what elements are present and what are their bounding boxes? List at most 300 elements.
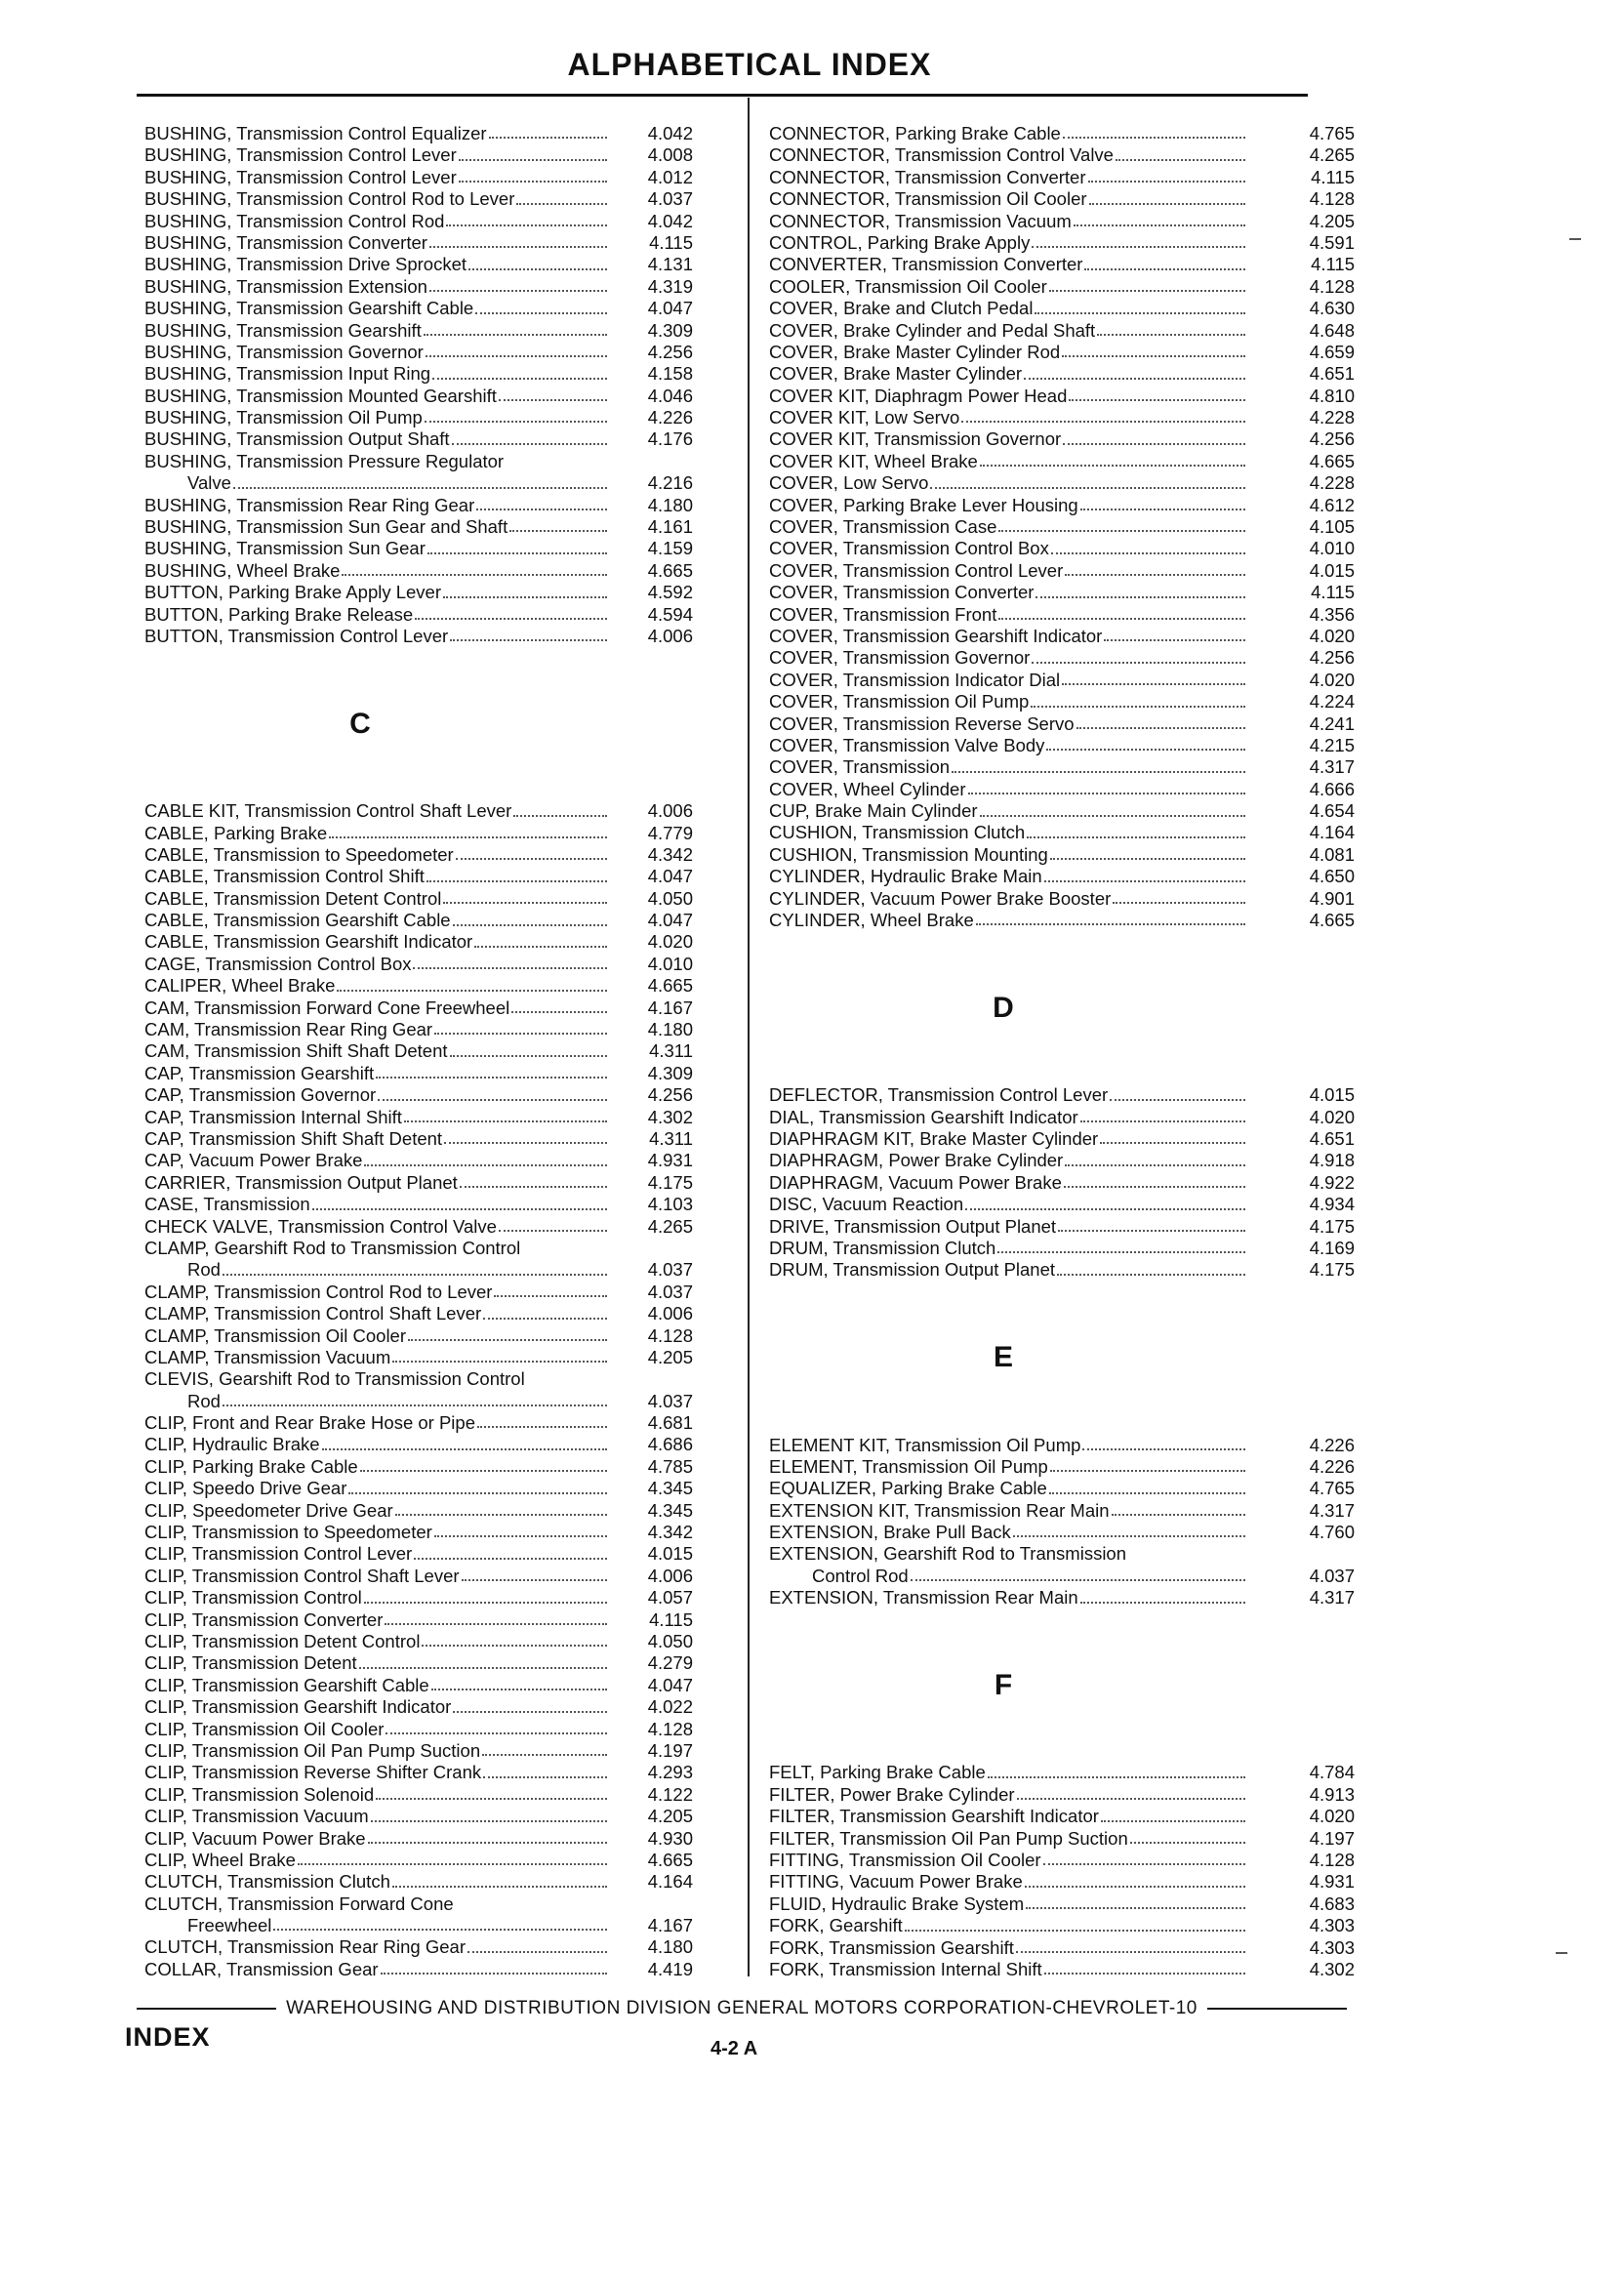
entry-description: BUSHING, Transmission Input Ring	[144, 363, 431, 385]
entry-description: FORK, Gearshift	[769, 1915, 903, 1936]
entry-page-number: 4.342	[647, 843, 693, 865]
entry-description: CLAMP, Transmission Oil Cooler	[144, 1324, 406, 1346]
entry-description: COVER, Transmission Gearshift Indicator	[769, 625, 1103, 646]
entry-page-number: 4.046	[647, 385, 693, 406]
dot-leader	[459, 159, 607, 161]
index-entry	[144, 1566, 693, 1587]
dot-leader	[513, 815, 607, 817]
entry-description: BUSHING, Transmission Control Equalizer	[144, 122, 487, 143]
entry-page-number: 4.228	[1309, 472, 1355, 494]
entry-description: DRUM, Transmission Output Planet	[769, 1259, 1056, 1281]
dot-leader	[509, 530, 607, 532]
entry-page-number: 4.784	[1309, 1762, 1355, 1783]
index-entry	[769, 211, 1355, 232]
entry-page-number: 4.931	[1309, 1871, 1355, 1893]
entry-description: CONNECTOR, Transmission Converter	[769, 166, 1086, 187]
dot-leader	[1035, 312, 1245, 314]
entry-page-number: 4.265	[1309, 144, 1355, 166]
dot-leader	[359, 1667, 607, 1669]
dot-leader	[381, 1973, 607, 1975]
dot-leader	[1050, 858, 1245, 860]
dot-leader	[444, 1142, 607, 1144]
entry-description: COVER, Transmission Governor	[769, 647, 1031, 669]
dot-leader	[483, 1318, 607, 1320]
index-entry	[144, 1828, 693, 1850]
index-entry	[769, 363, 1355, 385]
entry-page-number: 4.022	[647, 1696, 693, 1718]
index-entry	[144, 1434, 693, 1455]
dot-leader	[1069, 399, 1245, 401]
dot-leader	[1046, 749, 1245, 751]
entry-description: CAP, Transmission Governor	[144, 1084, 377, 1106]
dot-leader	[434, 1535, 607, 1537]
section-label: INDEX	[125, 2022, 211, 2052]
dot-leader	[443, 902, 607, 904]
index-entry	[769, 1893, 1355, 1915]
index-entry	[769, 1915, 1355, 1936]
dot-leader	[1062, 683, 1245, 685]
index-entry	[144, 800, 693, 822]
index-entry	[144, 1850, 693, 1871]
index-entry	[144, 123, 693, 144]
entry-page-number: 4.115	[649, 231, 693, 253]
entry-page-number: 4.760	[1309, 1522, 1355, 1543]
index-entry	[144, 954, 693, 975]
entry-description: FILTER, Transmission Oil Pan Pump Suction	[769, 1827, 1128, 1849]
index-entry	[769, 779, 1355, 800]
entry-page-number: 4.594	[647, 603, 693, 625]
index-entry	[144, 823, 693, 844]
section-letter-heading: C	[349, 707, 371, 740]
entry-description: CABLE, Transmission Detent Control	[144, 887, 442, 909]
entry-description: CLIP, Transmission to Speedometer	[144, 1522, 432, 1543]
dot-leader	[467, 1951, 607, 1953]
entry-page-number: 4.319	[647, 275, 693, 297]
entry-description: CLIP, Transmission Solenoid	[144, 1783, 375, 1805]
index-entry	[769, 320, 1355, 342]
entry-page-number: 4.256	[1309, 428, 1355, 450]
entry-page-number: 4.309	[647, 1062, 693, 1083]
entry-description: Freewheel	[187, 1915, 272, 1936]
entry-description: CONNECTOR, Transmission Oil Cooler	[769, 188, 1087, 210]
entry-description: CAP, Transmission Internal Shift	[144, 1106, 402, 1127]
dot-leader	[378, 1099, 607, 1101]
entry-page-number: 4.683	[1309, 1893, 1355, 1914]
entry-page-number: 4.115	[1311, 254, 1355, 275]
dot-leader	[1080, 509, 1245, 510]
entry-description: DIAL, Transmission Gearshift Indicator	[769, 1106, 1078, 1127]
index-entry	[769, 495, 1355, 516]
index-entry	[769, 1566, 1355, 1587]
index-entry	[769, 1828, 1355, 1850]
index-entry	[144, 188, 693, 210]
entry-page-number: 4.665	[1309, 910, 1355, 931]
dot-leader	[452, 443, 607, 445]
entry-page-number: 4.006	[647, 1565, 693, 1586]
entry-page-number: 4.180	[647, 494, 693, 515]
entry-description: CLIP, Hydraulic Brake	[144, 1434, 320, 1455]
entry-page-number: 4.176	[647, 428, 693, 450]
dot-leader	[965, 1208, 1245, 1210]
index-entry	[144, 1959, 693, 1980]
index-entry	[144, 1084, 693, 1106]
entry-page-number: 4.180	[647, 1936, 693, 1958]
index-entry	[769, 626, 1355, 647]
index-entry	[769, 386, 1355, 407]
entry-description: COVER KIT, Wheel Brake	[769, 450, 978, 471]
dot-leader	[1025, 1886, 1245, 1888]
entry-page-number: 4.131	[647, 254, 693, 275]
dot-leader	[392, 1886, 607, 1888]
entry-description: CLUTCH, Transmission Clutch	[144, 1871, 390, 1893]
dot-leader	[1063, 443, 1245, 445]
entry-page-number: 4.256	[1309, 647, 1355, 669]
entry-page-number: 4.167	[647, 1915, 693, 1936]
index-entry	[769, 800, 1355, 822]
entry-description: FLUID, Hydraulic Brake System	[769, 1893, 1025, 1914]
entry-description: CYLINDER, Hydraulic Brake Main	[769, 866, 1042, 887]
entry-description: CLIP, Front and Rear Brake Hose or Pipe	[144, 1412, 475, 1434]
footer-rule-left	[137, 2008, 276, 2010]
entry-page-number: 4.006	[647, 625, 693, 646]
dot-leader	[385, 1623, 607, 1625]
dot-leader	[930, 487, 1245, 489]
entry-description: BUSHING, Transmission Control Lever	[144, 144, 457, 166]
index-entry	[769, 1784, 1355, 1806]
dot-leader	[1076, 727, 1245, 729]
dot-leader	[1027, 836, 1245, 838]
entry-page-number: 4.205	[647, 1346, 693, 1367]
index-entry	[144, 560, 693, 582]
entry-description: BUSHING, Transmission Gearshift	[144, 319, 422, 341]
entry-page-number: 4.015	[1309, 559, 1355, 581]
dot-leader	[273, 1929, 607, 1931]
entry-page-number: 4.659	[1309, 341, 1355, 362]
dot-leader	[1024, 378, 1245, 380]
entry-page-number: 4.226	[647, 407, 693, 428]
index-entry	[144, 1150, 693, 1171]
index-entry	[769, 1128, 1355, 1150]
index-entry	[144, 1172, 693, 1194]
dot-leader	[1026, 1907, 1245, 1909]
entry-description: CLIP, Transmission Detent Control	[144, 1630, 421, 1651]
entry-description: CUP, Brake Main Cylinder	[769, 800, 978, 822]
entry-page-number: 4.317	[1309, 1499, 1355, 1521]
index-entry	[769, 713, 1355, 735]
entry-description: CLIP, Vacuum Power Brake	[144, 1827, 366, 1849]
entry-description: COVER, Transmission Control Lever	[769, 559, 1064, 581]
index-entry	[769, 123, 1355, 144]
entry-description: ELEMENT KIT, Transmission Oil Pump	[769, 1434, 1081, 1455]
index-entry	[769, 1238, 1355, 1259]
entry-description: CUSHION, Transmission Mounting	[769, 843, 1048, 865]
dot-leader	[453, 924, 607, 926]
entry-page-number: 4.226	[1309, 1434, 1355, 1455]
dot-leader	[1116, 159, 1245, 161]
dot-leader	[1044, 1973, 1245, 1975]
entry-description: CLAMP, Transmission Control Shaft Lever	[144, 1303, 482, 1324]
dot-leader	[952, 771, 1245, 773]
index-entry	[144, 1019, 693, 1040]
index-entry	[144, 1719, 693, 1740]
entry-page-number: 4.419	[647, 1958, 693, 1979]
index-entry	[144, 516, 693, 538]
entry-page-number: 4.265	[647, 1215, 693, 1237]
index-entry	[769, 823, 1355, 844]
spacer	[144, 779, 693, 800]
dot-leader	[426, 355, 607, 357]
index-entry	[769, 276, 1355, 298]
dot-leader	[446, 224, 607, 226]
entry-description: CLIP, Speedo Drive Gear	[144, 1478, 347, 1499]
entry-description: CLAMP, Gearshift Rod to Transmission Control	[144, 1237, 521, 1258]
entry-description: BUSHING, Transmission Oil Pump	[144, 407, 423, 428]
entry-page-number: 4.224	[1309, 691, 1355, 712]
dot-leader	[431, 1689, 607, 1690]
entry-page-number: 4.164	[1309, 822, 1355, 843]
entry-description: CAP, Vacuum Power Brake	[144, 1150, 363, 1171]
index-entry	[769, 472, 1355, 494]
index-entry	[144, 276, 693, 298]
index-entry	[144, 1762, 693, 1783]
dot-leader	[456, 858, 607, 860]
entry-description: DIAPHRAGM, Power Brake Cylinder	[769, 1150, 1064, 1171]
dot-leader	[477, 1426, 607, 1428]
entry-description: CLIP, Transmission Gearshift Cable	[144, 1674, 429, 1695]
entry-description: DRIVE, Transmission Output Planet	[769, 1215, 1057, 1237]
entry-description: CAP, Transmission Shift Shaft Detent	[144, 1128, 443, 1149]
entry-page-number: 4.785	[647, 1455, 693, 1477]
entry-description: COVER, Brake and Clutch Pedal	[769, 298, 1034, 319]
index-entry	[769, 604, 1355, 626]
entry-page-number: 4.006	[647, 1303, 693, 1324]
dot-leader	[1016, 1951, 1245, 1953]
index-entry	[144, 866, 693, 887]
index-entry	[144, 1128, 693, 1150]
dot-leader	[1065, 1164, 1245, 1166]
dot-leader	[1104, 639, 1245, 641]
index-entry	[144, 1675, 693, 1696]
entry-page-number: 4.216	[647, 472, 693, 494]
entry-page-number: 4.651	[1309, 363, 1355, 385]
index-entry	[144, 582, 693, 603]
entry-page-number: 4.167	[647, 997, 693, 1018]
entry-description: EXTENSION, Gearshift Rod to Transmission	[769, 1543, 1127, 1565]
entry-page-number: 4.931	[647, 1150, 693, 1171]
entry-page-number: 4.197	[647, 1739, 693, 1761]
entry-page-number: 4.765	[1309, 1478, 1355, 1499]
spacer	[769, 1412, 1355, 1434]
dot-leader	[337, 990, 607, 992]
dot-leader	[980, 815, 1245, 817]
index-entry	[144, 975, 693, 997]
entry-description: BUSHING, Wheel Brake	[144, 559, 341, 581]
entry-description: CASE, Transmission	[144, 1194, 310, 1215]
dot-leader	[434, 1033, 607, 1035]
entry-page-number: 4.665	[647, 559, 693, 581]
section-letter-heading: D	[993, 991, 1014, 1024]
entry-description: FITTING, Vacuum Power Brake	[769, 1871, 1023, 1893]
dot-leader	[1064, 1186, 1245, 1188]
index-entry	[144, 1631, 693, 1652]
section-letter-heading: F	[994, 1669, 1013, 1702]
entry-page-number: 4.180	[647, 1019, 693, 1040]
entry-page-number: 4.175	[647, 1171, 693, 1193]
dot-leader	[482, 1754, 607, 1756]
entry-description: COVER, Transmission Indicator Dial	[769, 669, 1061, 690]
entry-description: CABLE, Transmission Gearshift Cable	[144, 910, 451, 931]
index-entry	[769, 1587, 1355, 1608]
entry-page-number: 4.015	[1309, 1084, 1355, 1106]
entry-page-number: 4.020	[1309, 625, 1355, 646]
entry-description: CLIP, Transmission Oil Cooler	[144, 1718, 385, 1739]
dot-leader	[1044, 880, 1245, 882]
entry-page-number: 4.342	[647, 1522, 693, 1543]
entry-description: CALIPER, Wheel Brake	[144, 975, 336, 997]
dot-leader	[1089, 203, 1245, 205]
dot-leader	[516, 203, 607, 205]
entry-page-number: 4.128	[1309, 188, 1355, 210]
index-entry	[769, 866, 1355, 887]
entry-page-number: 4.115	[1311, 582, 1355, 603]
entry-description: CAP, Transmission Gearshift	[144, 1062, 375, 1083]
index-entry	[769, 756, 1355, 778]
entry-description: DIAPHRAGM KIT, Brake Master Cylinder	[769, 1128, 1099, 1149]
dot-leader	[1112, 1514, 1245, 1516]
dot-leader	[1080, 1602, 1245, 1604]
index-entry	[144, 472, 693, 494]
entry-description: CABLE, Transmission to Speedometer	[144, 843, 454, 865]
entry-page-number: 4.105	[1309, 516, 1355, 538]
entry-description: COVER KIT, Diaphragm Power Head	[769, 385, 1068, 406]
dot-leader	[429, 246, 607, 248]
entry-description: FELT, Parking Brake Cable	[769, 1762, 986, 1783]
entry-page-number: 4.345	[647, 1478, 693, 1499]
entry-description: COVER, Transmission Reverse Servo	[769, 712, 1075, 734]
dot-leader	[474, 946, 607, 948]
entry-page-number: 4.047	[647, 298, 693, 319]
spacer	[769, 1740, 1355, 1762]
entry-page-number: 4.006	[647, 800, 693, 822]
index-entry-first-line	[144, 1238, 693, 1259]
entry-description: COVER, Parking Brake Lever Housing	[769, 494, 1078, 515]
entry-page-number: 4.205	[647, 1806, 693, 1827]
entry-page-number: 4.010	[1309, 538, 1355, 559]
dot-leader	[1049, 1492, 1245, 1494]
entry-description: COVER, Transmission Front	[769, 603, 997, 625]
dot-leader	[426, 880, 607, 882]
entry-description: CLIP, Transmission Gearshift Indicator	[144, 1696, 452, 1718]
page-title: ALPHABETICAL INDEX	[567, 47, 932, 82]
entry-description: BUSHING, Transmission Sun Gear and Shaft	[144, 516, 508, 538]
entry-page-number: 4.037	[647, 1281, 693, 1302]
entry-description: DEFLECTOR, Transmission Control Lever	[769, 1084, 1109, 1106]
dot-leader	[1084, 268, 1245, 270]
entry-description: Control Rod	[812, 1565, 909, 1586]
index-entry	[144, 1303, 693, 1324]
index-entry	[144, 342, 693, 363]
entry-description: CLIP, Wheel Brake	[144, 1849, 296, 1870]
dot-leader	[413, 967, 607, 969]
entry-page-number: 4.037	[647, 188, 693, 210]
entry-description: BUTTON, Transmission Control Lever	[144, 625, 449, 646]
entry-page-number: 4.918	[1309, 1150, 1355, 1171]
entry-page-number: 4.311	[649, 1040, 693, 1062]
index-entry	[144, 1806, 693, 1827]
dot-leader	[415, 618, 607, 620]
dot-leader	[476, 509, 607, 510]
dot-leader	[1031, 706, 1245, 708]
entry-page-number: 4.197	[1309, 1827, 1355, 1849]
entry-description: FILTER, Power Brake Cylinder	[769, 1783, 1015, 1805]
footer-text: WAREHOUSING AND DISTRIBUTION DIVISION GENERAL MOTORS CORPORATION-CHEVROLET-10	[286, 1998, 1198, 2018]
entry-description: CABLE, Parking Brake	[144, 822, 328, 843]
entry-page-number: 4.302	[647, 1106, 693, 1127]
entry-page-number: 4.020	[1309, 669, 1355, 690]
entry-page-number: 4.161	[647, 516, 693, 538]
index-entry	[769, 1762, 1355, 1783]
dot-leader	[408, 1339, 607, 1341]
index-entry	[144, 844, 693, 866]
dot-leader	[1057, 1274, 1245, 1276]
dot-leader	[462, 1579, 607, 1581]
entry-page-number: 4.293	[647, 1762, 693, 1783]
entry-page-number: 4.612	[1309, 494, 1355, 515]
dot-leader	[329, 836, 607, 838]
entry-description: BUSHING, Transmission Gearshift Cable	[144, 298, 474, 319]
entry-description: COVER KIT, Low Servo	[769, 407, 960, 428]
entry-description: COVER, Transmission Oil Pump	[769, 691, 1030, 712]
index-entry	[144, 1412, 693, 1434]
footer-rule-right	[1207, 2008, 1347, 2010]
entry-page-number: 4.810	[1309, 385, 1355, 406]
index-entry	[769, 516, 1355, 538]
dot-leader	[429, 290, 607, 292]
entry-page-number: 4.020	[1309, 1806, 1355, 1827]
dot-leader	[905, 1930, 1245, 1932]
dot-leader	[1088, 181, 1245, 183]
dot-leader	[1049, 290, 1245, 292]
dot-leader	[468, 268, 607, 270]
index-entry	[769, 1871, 1355, 1893]
dot-leader	[988, 1776, 1245, 1778]
entry-description: CARRIER, Transmission Output Planet	[144, 1171, 458, 1193]
entry-description: Rod	[187, 1390, 221, 1411]
page-number: 4-2 A	[710, 2038, 758, 2059]
index-entry	[769, 1172, 1355, 1194]
dot-leader	[1063, 137, 1245, 139]
entry-description: CLIP, Parking Brake Cable	[144, 1455, 358, 1477]
index-entry	[769, 232, 1355, 254]
dot-leader	[360, 1470, 607, 1472]
entry-page-number: 4.651	[1309, 1128, 1355, 1149]
index-entry	[769, 298, 1355, 319]
index-entry	[769, 538, 1355, 559]
dot-leader	[376, 1798, 607, 1800]
entry-page-number: 4.311	[649, 1128, 693, 1149]
entry-description: FILTER, Transmission Gearshift Indicator	[769, 1806, 1099, 1827]
title-rule	[137, 94, 1308, 97]
entry-page-number: 4.591	[1309, 231, 1355, 253]
index-entry	[769, 407, 1355, 428]
dot-leader	[1032, 246, 1245, 248]
entry-description: CONNECTOR, Transmission Control Valve	[769, 144, 1114, 166]
dot-leader	[348, 1492, 607, 1494]
entry-page-number: 4.592	[647, 582, 693, 603]
index-entry	[144, 1040, 693, 1062]
index-entry	[769, 1194, 1355, 1215]
index-entry	[769, 1959, 1355, 1980]
